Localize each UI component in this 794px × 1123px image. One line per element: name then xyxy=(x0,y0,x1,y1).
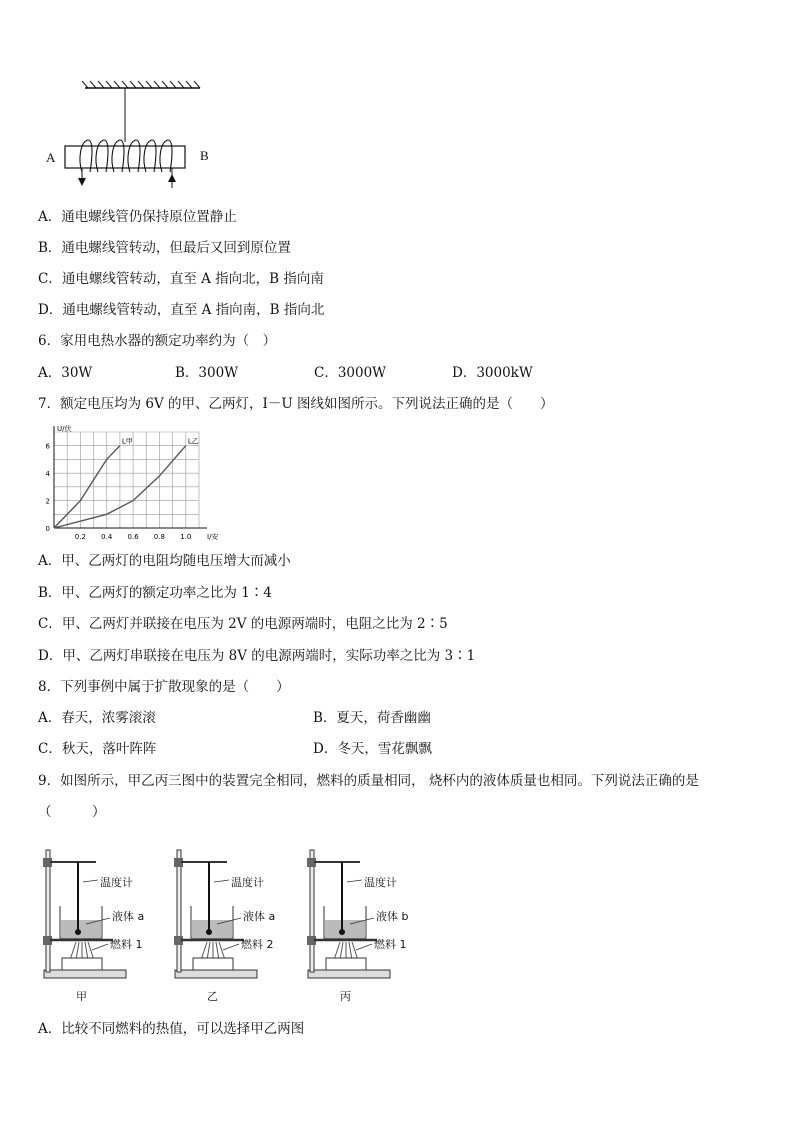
y-tick-label: 6 xyxy=(45,442,50,451)
q6-stem: 6．家用电热水器的额定功率约为（ ） xyxy=(38,333,277,349)
y-tick-label: 4 xyxy=(45,470,50,479)
q6-option-b: B．300W xyxy=(175,365,239,381)
x-tick-label: 1.0 xyxy=(180,533,192,541)
solenoid-label-b: B xyxy=(200,148,209,163)
solenoid-label-a: A xyxy=(46,150,56,165)
q7-option-d: D．甲、乙两灯串联接在电压为 8V 的电源两端时，实际功率之比为 3∶1 xyxy=(38,648,476,664)
thermometer-label: 温度计 xyxy=(364,876,397,889)
q9-stem: 9．如图所示，甲乙丙三图中的装置完全相同，燃料的质量相同， 烧杯内的液体质量也相同。下列说法正确的是 xyxy=(38,773,699,789)
iu-chart xyxy=(40,422,219,542)
q7-option-a: A．甲、乙两灯的电阻均随电压增大而减小 xyxy=(38,553,291,569)
q8-option-b: B．夏天，荷香幽幽 xyxy=(313,710,431,726)
q9-option-a: A．比较不同燃料的热值，可以选择甲乙两图 xyxy=(38,1021,305,1037)
q8-option-d: D．冬天，雪花飘飘 xyxy=(313,741,432,757)
q8-stem: 8．下列事例中属于扩散现象的是（ ） xyxy=(38,679,290,695)
x-axis-label: I/安 xyxy=(207,533,219,541)
q5-option-b: B．通电螺线管转动，但最后又回到原位置 xyxy=(38,240,291,256)
caption-yi: 乙 xyxy=(207,990,218,1003)
apparatus-drawing xyxy=(302,848,432,988)
q5-option-c: C．通电螺线管转动，直至 A 指向北，B 指向南 xyxy=(38,271,324,287)
fuel-label: 燃料 2 xyxy=(241,938,274,951)
q5-option-a: A．通电螺线管仍保持原位置静止 xyxy=(38,209,237,225)
q7-stem: 7．额定电压均为 6V 的甲、乙两灯，I－U 图线如图所示。下列说法正确的是（ ） xyxy=(38,396,554,412)
thermometer-label: 温度计 xyxy=(231,876,264,889)
series-label: L甲 xyxy=(121,437,133,446)
x-tick-label: 0.8 xyxy=(153,533,166,541)
q5-option-d: D．通电螺线管转动，直至 A 指向南，B 指向北 xyxy=(38,302,325,318)
q6-option-a: A．30W xyxy=(38,365,93,381)
x-tick-label: 0.4 xyxy=(101,533,113,541)
q9-stem-cont: （ ） xyxy=(38,804,106,820)
q8-option-c: C．秋天，落叶阵阵 xyxy=(38,741,157,757)
x-tick-label: 0.2 xyxy=(74,533,86,541)
liquid-label: 液体 a xyxy=(243,910,276,923)
fuel-label: 燃料 1 xyxy=(374,938,407,951)
x-tick-label: 0.6 xyxy=(127,533,139,541)
fuel-label: 燃料 1 xyxy=(110,938,143,951)
q7-option-b: B．甲、乙两灯的额定功率之比为 1∶4 xyxy=(38,585,272,601)
q8-option-a: A．春天，浓雾滚滚 xyxy=(38,710,156,726)
apparatus-drawing xyxy=(169,848,299,988)
y-tick-label: 2 xyxy=(45,497,50,506)
liquid-label: 液体 a xyxy=(112,910,145,923)
q6-option-d: D．3000kW xyxy=(452,365,533,381)
apparatus-bing xyxy=(302,848,432,1008)
apparatus-yi xyxy=(169,848,299,1008)
q6-option-c: C．3000W xyxy=(314,365,387,381)
thermometer-label: 温度计 xyxy=(100,876,133,889)
caption-jia: 甲 xyxy=(76,990,87,1003)
q7-option-c: C．甲、乙两灯并联接在电压为 2V 的电源两端时，电阻之比为 2∶5 xyxy=(38,616,448,632)
apparatus-drawing xyxy=(38,848,168,988)
y-tick-label: 0 xyxy=(45,525,50,533)
series-label: L乙 xyxy=(187,437,199,446)
solenoid-figure xyxy=(40,80,240,195)
apparatus-jia xyxy=(38,848,168,1008)
caption-bing: 丙 xyxy=(340,990,351,1003)
y-axis-label: U/伏 xyxy=(57,425,72,433)
liquid-label: 液体 b xyxy=(376,910,409,923)
